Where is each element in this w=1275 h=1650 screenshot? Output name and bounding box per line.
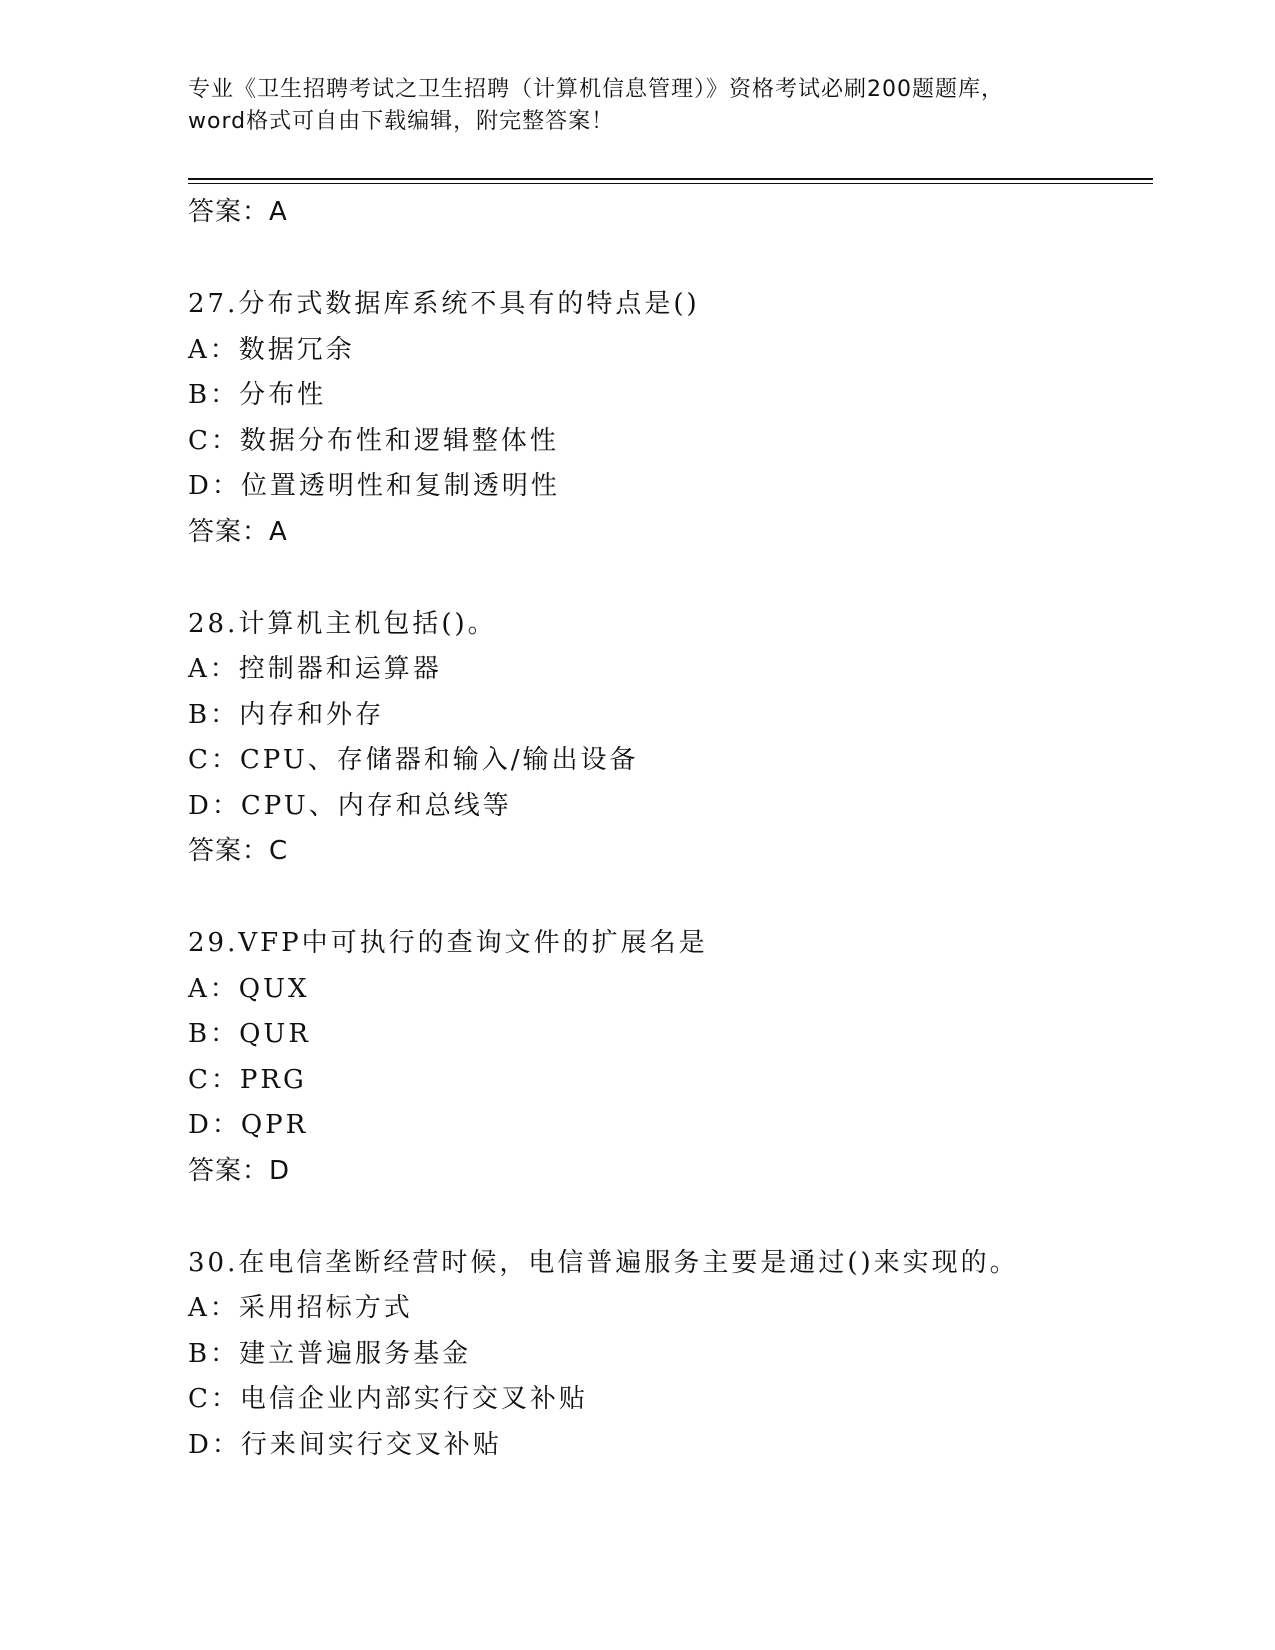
option-d: D：CPU、内存和总线等: [188, 790, 512, 821]
option-a: A：采用招标方式: [188, 1293, 413, 1323]
option-d: D：行来间实行交叉补贴: [188, 1429, 502, 1460]
option-c: C：数据分布性和逻辑整体性: [188, 425, 559, 456]
option-d: D：QPR: [188, 1110, 309, 1140]
option-c: C：电信企业内部实行交叉补贴: [188, 1384, 588, 1414]
answer-line: 答案：D: [188, 1155, 291, 1186]
option-a: A：数据冗余: [188, 334, 355, 365]
header-line-2: word格式可自由下载编辑，附完整答案！: [188, 109, 615, 134]
question-text: 27.分布式数据库系统不具有的特点是(): [188, 289, 700, 319]
option-c: C：PRG: [188, 1064, 307, 1095]
spacer: [188, 1194, 1148, 1241]
question-30: [188, 1241, 1148, 1469]
answer-line: 答案：C: [188, 836, 289, 866]
answer-line: 答案：A: [188, 516, 288, 547]
option-d: D：位置透明性和复制透明性: [188, 471, 560, 501]
spacer: [188, 874, 1148, 921]
header-rule-thick: [188, 178, 1153, 180]
question-text: 28.计算机主机包括()。: [188, 608, 497, 639]
question-27: [188, 282, 1148, 555]
question-list: [188, 190, 1148, 1468]
header-line-1: 专业《卫生招聘考试之卫生招聘（计算机信息管理）》资格考试必刷200题题库，: [188, 77, 1004, 102]
option-c: C：CPU、存储器和输入/输出设备: [188, 745, 639, 775]
option-b: B：建立普遍服务基金: [188, 1338, 472, 1369]
answer-line: 答案：A: [188, 197, 288, 227]
question-text: 30.在电信垄断经营时候，电信普遍服务主要是通过()来实现的。: [188, 1247, 1019, 1278]
option-a: A：QUX: [188, 973, 310, 1004]
header-rule-thin: [188, 183, 1153, 184]
question-text: 29.VFP中可执行的查询文件的扩展名是: [188, 928, 708, 958]
option-b: B：分布性: [188, 380, 327, 410]
option-b: B：QUR: [188, 1019, 311, 1049]
spacer: [188, 235, 1148, 282]
question-28: [188, 602, 1148, 875]
document-header: [188, 74, 1088, 138]
option-b: B：内存和外存: [188, 699, 385, 730]
spacer: [188, 555, 1148, 602]
option-a: A：控制器和运算器: [188, 654, 442, 684]
question-29: [188, 921, 1148, 1194]
